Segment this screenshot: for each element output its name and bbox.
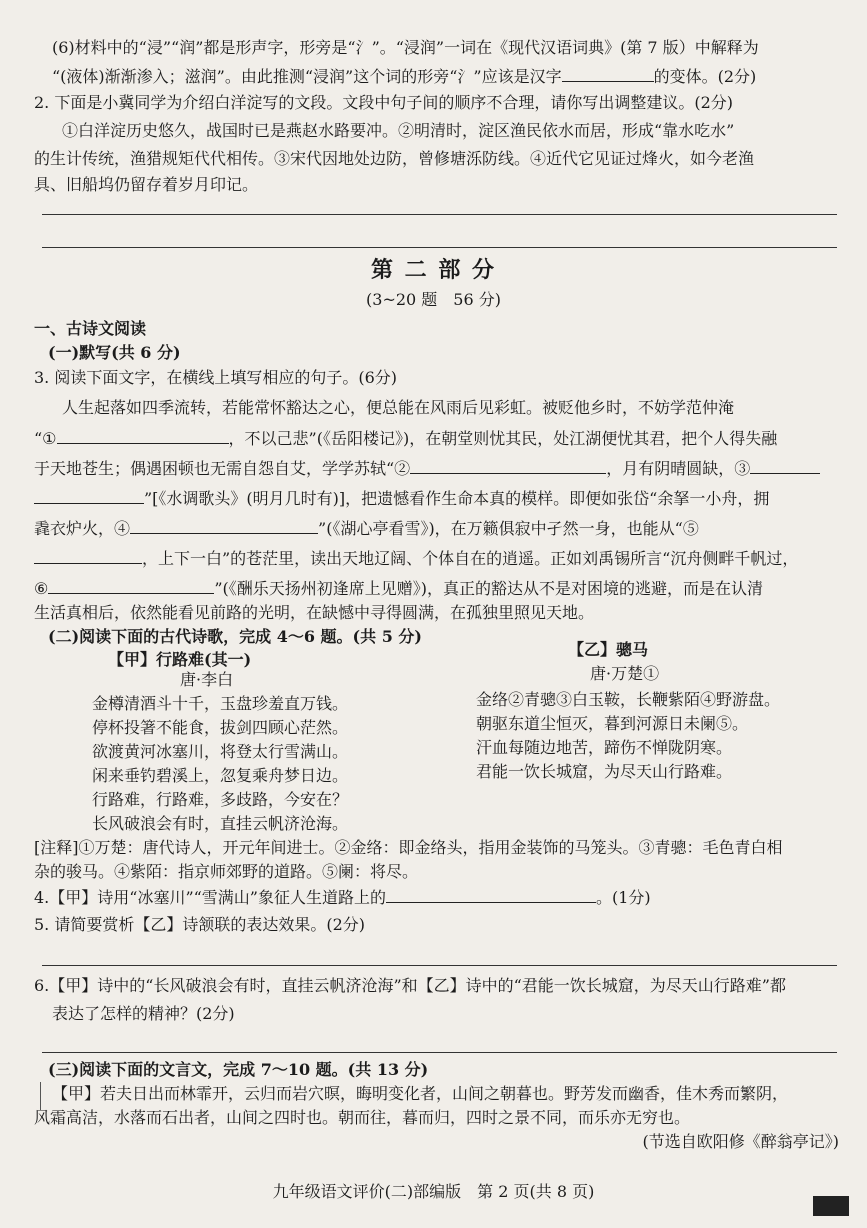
- poem-b-line: 君能一饮长城窟，为尽天山行路难。: [476, 762, 733, 781]
- q3-line5-b: ”(《湖心亭看雪》)，在万籁俱寂中孑然一身，也能从“⑤: [318, 519, 699, 538]
- poem-a-line: 长风破浪会有时，直挂云帆济沧海。: [92, 814, 349, 833]
- q3-line5: [34, 518, 843, 539]
- q6-poem-line2: 表达了怎样的精神？(2分): [52, 1004, 235, 1023]
- prose-line2: 风霜高洁，水落而石出者，山间之四时也。朝而往，暮而归，四时之景不同，而乐亦无穷也。: [34, 1108, 691, 1127]
- answer-blank-1[interactable]: [57, 428, 229, 444]
- page-footer: 九年级语文评价(二)部编版 第 2 页(共 8 页): [272, 1182, 595, 1201]
- subsection-dictation: (一)默写(共 6 分): [48, 343, 181, 362]
- poem-b-title: 【乙】骢马: [568, 640, 649, 659]
- q3-line8: 生活真相后，依然能看见前路的光明，在缺憾中寻得圆满，在孤独里照见天地。: [34, 603, 595, 622]
- q3-line2-b: ，不以己悲”(《岳阳楼记》)，在朝堂则忧其民，处江湖便忧其君，把个人得失融: [228, 429, 778, 448]
- poem-a-line: 行路难，行路难，多歧路，今安在？: [92, 790, 349, 809]
- q2-line4: 具、旧船坞仍留存着岁月印记。: [34, 175, 259, 194]
- q3-line7-b: ”(《酬乐天扬州初逢席上见赠》)，真正的豁达从不是对困境的逃避，而是在认清: [214, 579, 764, 598]
- poem-b-line: 金络②青骢③白玉鞍，长鞭紫陌④野游盘。: [476, 690, 781, 709]
- prose-line1: 【甲】若夫日出而林霏开，云归而岩穴暝，晦明变化者，山间之朝暮也。野芳发而幽香，佳木秀而繁阴，: [52, 1084, 789, 1103]
- answer-blank-q4[interactable]: [386, 887, 596, 903]
- q3-line1: 人生起落如四季流转，若能常怀豁达之心，便总能在风雨后见彩虹。被贬他乡时，不妨学范仲淹: [62, 398, 735, 417]
- q3-line4: [34, 488, 843, 509]
- poem-a-line: 停杯投箸不能食，拔剑四顾心茫然。: [92, 718, 349, 737]
- poem-a-author: 唐·李白: [180, 670, 234, 689]
- notes-line1: [注释]①万楚：唐代诗人，开元年间进士。②金络：即金络头，指用金装饰的马笼头。③青骢：毛色青白相: [34, 838, 783, 857]
- answer-blank-5[interactable]: [34, 548, 142, 564]
- q3-line3: [34, 458, 843, 479]
- q4: [34, 887, 843, 908]
- poem-b-author: 唐·万楚①: [590, 664, 660, 683]
- subsection-classical-prose: (三)阅读下面的文言文，完成 7～10 题。(共 13 分): [48, 1060, 429, 1079]
- q6-line2-tail: 的变体。(2分): [653, 67, 757, 86]
- answer-blank-2[interactable]: [410, 458, 606, 474]
- q4-tail: 。(1分): [596, 888, 651, 907]
- poem-a-line: 闲来垂钓碧溪上，忽复乘舟梦日边。: [92, 766, 349, 785]
- corner-mark: [813, 1196, 849, 1216]
- q6-poem-line1: 6.【甲】诗中的“长风破浪会有时，直挂云帆济沧海”和【乙】诗中的“君能一饮长城窟，为尽天山行路难”都: [34, 976, 786, 995]
- q3-line3-a: 于天地苍生；偶遇困顿也无需自怨自艾，学学苏轼“②: [34, 459, 411, 478]
- notes-line2: 杂的骏马。④紫陌：指京师郊野的道路。⑤阑：将尽。: [34, 862, 419, 881]
- q3-line7: [34, 578, 843, 599]
- q3-line6: [34, 548, 843, 569]
- q3-line5-a: 毳衣炉火，④: [34, 519, 131, 538]
- answer-line[interactable]: [42, 214, 837, 215]
- subsection-poetry: (二)阅读下面的古代诗歌，完成 4～6 题。(共 5 分): [48, 627, 422, 646]
- q3-line2: [34, 428, 843, 449]
- q2-line3: 的生计传统，渔猎规矩代代相传。③宋代因地处边防，曾修塘泺防线。④近代它见证过烽火，如今老渔: [34, 149, 755, 168]
- answer-line[interactable]: [42, 965, 837, 966]
- text-bracket: [40, 1082, 47, 1110]
- q3-line4-b: ”[《水调歌头》(明月几时有)]，把遗憾看作生命本真的模样。即便如张岱“余拏一小舟，拥: [144, 489, 770, 508]
- prose-source: (节选自欧阳修《醉翁亭记》): [642, 1132, 839, 1151]
- part-subtitle: (3~20 题 56 分): [366, 290, 501, 309]
- poem-b-line: 朝驱东道尘恒灭，暮到河源日未阑⑤。: [476, 714, 749, 733]
- q4-text: 4.【甲】诗用“冰塞川”“雪满山”象征人生道路上的: [34, 888, 386, 907]
- q2-stem: 2. 下面是小冀同学为介绍白洋淀写的文段。文段中句子间的顺序不合理，请你写出调整建议。(2分): [34, 93, 734, 112]
- q6-line1: (6)材料中的“浸”“润”都是形声字，形旁是“氵”。“浸润”一词在《现代汉语词典》(第 7 版）中解释为: [52, 38, 759, 57]
- poem-b-line: 汗血每随边地苦，蹄伤不惮陇阴寒。: [476, 738, 733, 757]
- q3-stem: 3. 阅读下面文字，在横线上填写相应的句子。(6分): [34, 368, 398, 387]
- q2-line2: ①白洋淀历史悠久，战国时已是燕赵水路要冲。②明清时，淀区渔民依水而居，形成“靠水吃水”: [62, 121, 735, 140]
- q6-line2: [52, 66, 843, 87]
- answer-line[interactable]: [42, 247, 837, 248]
- answer-blank-6[interactable]: [48, 578, 214, 594]
- q3-line6-b: ，上下一白”的苍茫里，读出天地辽阔、个体自在的逍遥。正如刘禹锡所言“沉舟侧畔千帆过，: [142, 549, 799, 568]
- q3-line2-a: “①: [34, 429, 57, 448]
- q5: 5. 请简要赏析【乙】诗颔联的表达效果。(2分): [34, 915, 366, 934]
- answer-blank[interactable]: [562, 66, 654, 82]
- answer-blank-4[interactable]: [130, 518, 318, 534]
- q6-line2-text: “(液体)渐渐渗入；滋润”。由此推测“浸润”这个词的形旁“氵”应该是汉字: [52, 67, 562, 86]
- poem-a-line: 欲渡黄河冰塞川，将登太行雪满山。: [92, 742, 349, 761]
- section-heading-ancient: 一、古诗文阅读: [34, 319, 147, 338]
- answer-blank-3-cont[interactable]: [34, 488, 144, 504]
- answer-blank-3[interactable]: [750, 458, 820, 474]
- q3-line3-b: ，月有阴晴圆缺，③: [606, 459, 751, 478]
- poem-a-line: 金樽清酒斗十千，玉盘珍羞直万钱。: [92, 694, 349, 713]
- q3-line7-a: ⑥: [34, 579, 49, 598]
- part-title: 第 二 部 分: [371, 257, 496, 283]
- poem-a-title: 【甲】行路难(其一): [108, 650, 252, 669]
- answer-line[interactable]: [42, 1052, 837, 1053]
